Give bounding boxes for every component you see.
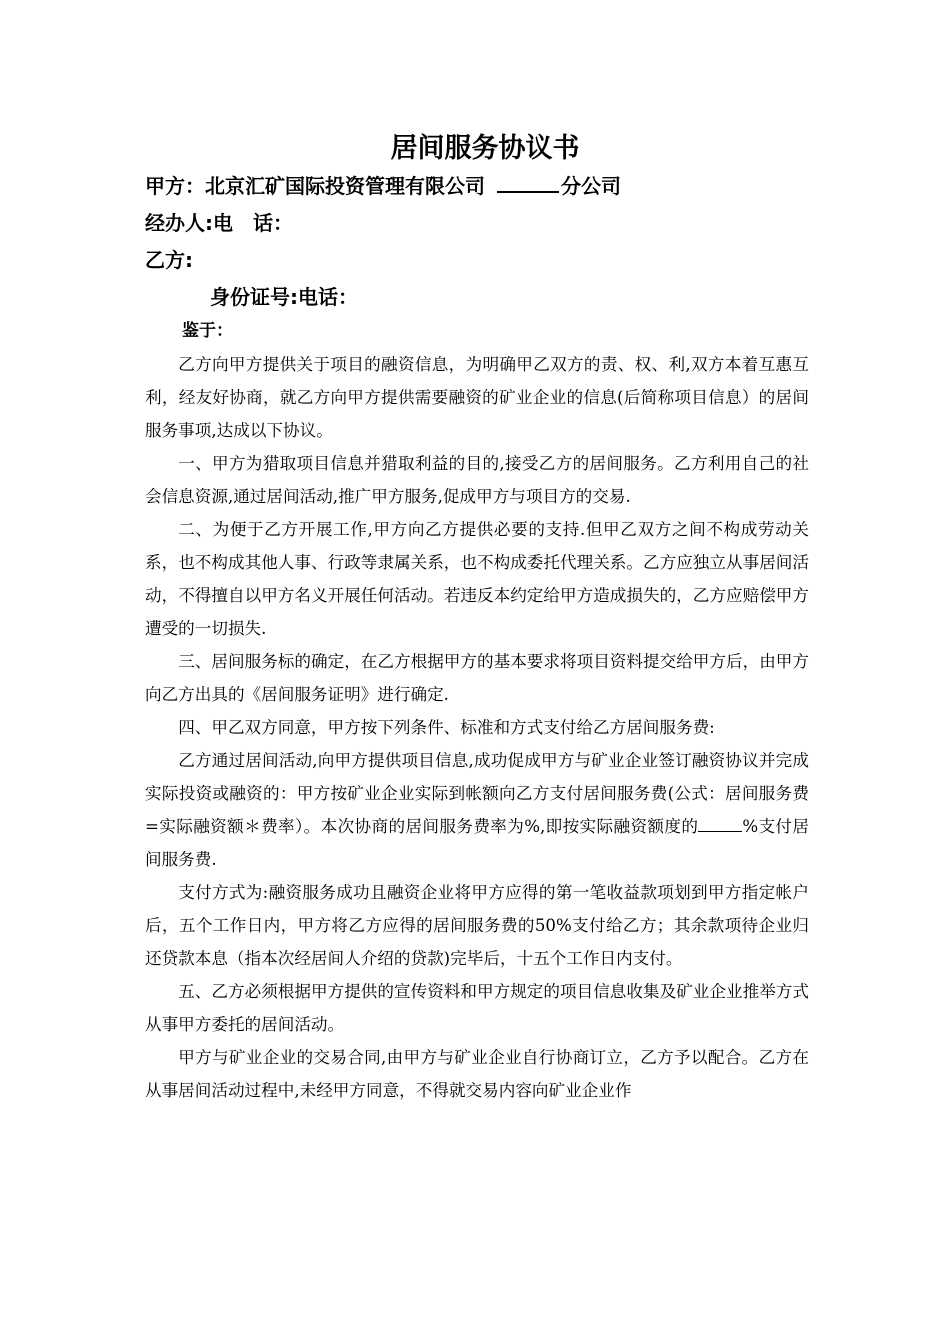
clause-4-paragraph: 四、甲乙双方同意，甲方按下列条件、标准和方式支付给乙方居间服务费: xyxy=(178,718,715,737)
clause-1-paragraph: 一、甲方为猎取项目信息并猎取利益的目的,接受乙方的居间服务。乙方利用自己的社会信息资源,通过居间活动,推广甲方服务,促成甲方与项目方的交易. xyxy=(145,454,809,506)
clause-3-paragraph: 三、居间服务标的确定，在乙方根据甲方的基本要求将项目资料提交给甲方后，由甲方向乙方出具的《居间服务证明》进行确定. xyxy=(145,652,809,704)
service-fee-paragraph xyxy=(145,744,809,876)
branch-blank xyxy=(497,173,559,193)
party-a-name: 甲方：北京汇矿国际投资管理有限公司 xyxy=(145,174,485,198)
clause-5-paragraph: 五、乙方必须根据甲方提供的宣传资料和甲方规定的项目信息收集及矿业企业推举方式从事甲方委托的居间活动。 xyxy=(145,982,809,1034)
intro-paragraph: 乙方向甲方提供关于项目的融资信息，为明确甲乙双方的责、权、利,双方本着互惠互利，经友好协商，就乙方向甲方提供需要融资的矿业企业的信息(后简称项目信息）的居间服务事项,达成以下协议。 xyxy=(145,355,809,440)
document-title: 居间服务协议书 xyxy=(390,133,580,164)
party-a-line xyxy=(145,172,621,200)
whereas-heading: 鉴于： xyxy=(182,321,233,341)
fee-rate-blank xyxy=(698,817,742,832)
handler-phone-line: 经办人:电 话： xyxy=(145,211,293,235)
transaction-contract-paragraph: 甲方与矿业企业的交易合同,由甲方与矿业企业自行协商订立，乙方予以配合。乙方在从事居间活动过程中,未经甲方同意，不得就交易内容向矿业企业作 xyxy=(145,1048,809,1100)
payment-method-paragraph: 支付方式为:融资服务成功且融资企业将甲方应得的第一笔收益款项划到甲方指定帐户后，五个工作日内，甲方将乙方应得的居间服务费的50%支付给乙方；其余款项待企业归还贷款本息（指本次经居间人介绍的贷款)完毕后，十五个工作日内支付。 xyxy=(145,883,809,968)
party-b-line: 乙方: xyxy=(145,248,193,272)
service-fee-text-end: %支付居间服务费. xyxy=(145,817,809,869)
party-a-branch-suffix: 分公司 xyxy=(561,174,621,198)
service-fee-text: 乙方通过居间活动,向甲方提供项目信息,成功促成甲方与矿业企业签订融资协议并完成实际投资或融资的：甲方按矿业企业实际到帐额向乙方支付居间服务费(公式：居间服务费=实际融资额＊费率）。本次协商的居间服务费率为%,即按实际融资额度的 xyxy=(145,751,809,836)
agreement-body xyxy=(145,348,809,1107)
id-phone-line: 身份证号:电话： xyxy=(210,285,358,309)
clause-2-paragraph: 二、为便于乙方开展工作,甲方向乙方提供必要的支持.但甲乙双方之间不构成劳动关系，也不构成其他人事、行政等隶属关系，也不构成委托代理关系。乙方应独立从事居间活动，不得擅自以甲方名义开展任何活动。若违反本约定给甲方造成损失的，乙方应赔偿甲方遭受的一切损失. xyxy=(145,520,809,638)
